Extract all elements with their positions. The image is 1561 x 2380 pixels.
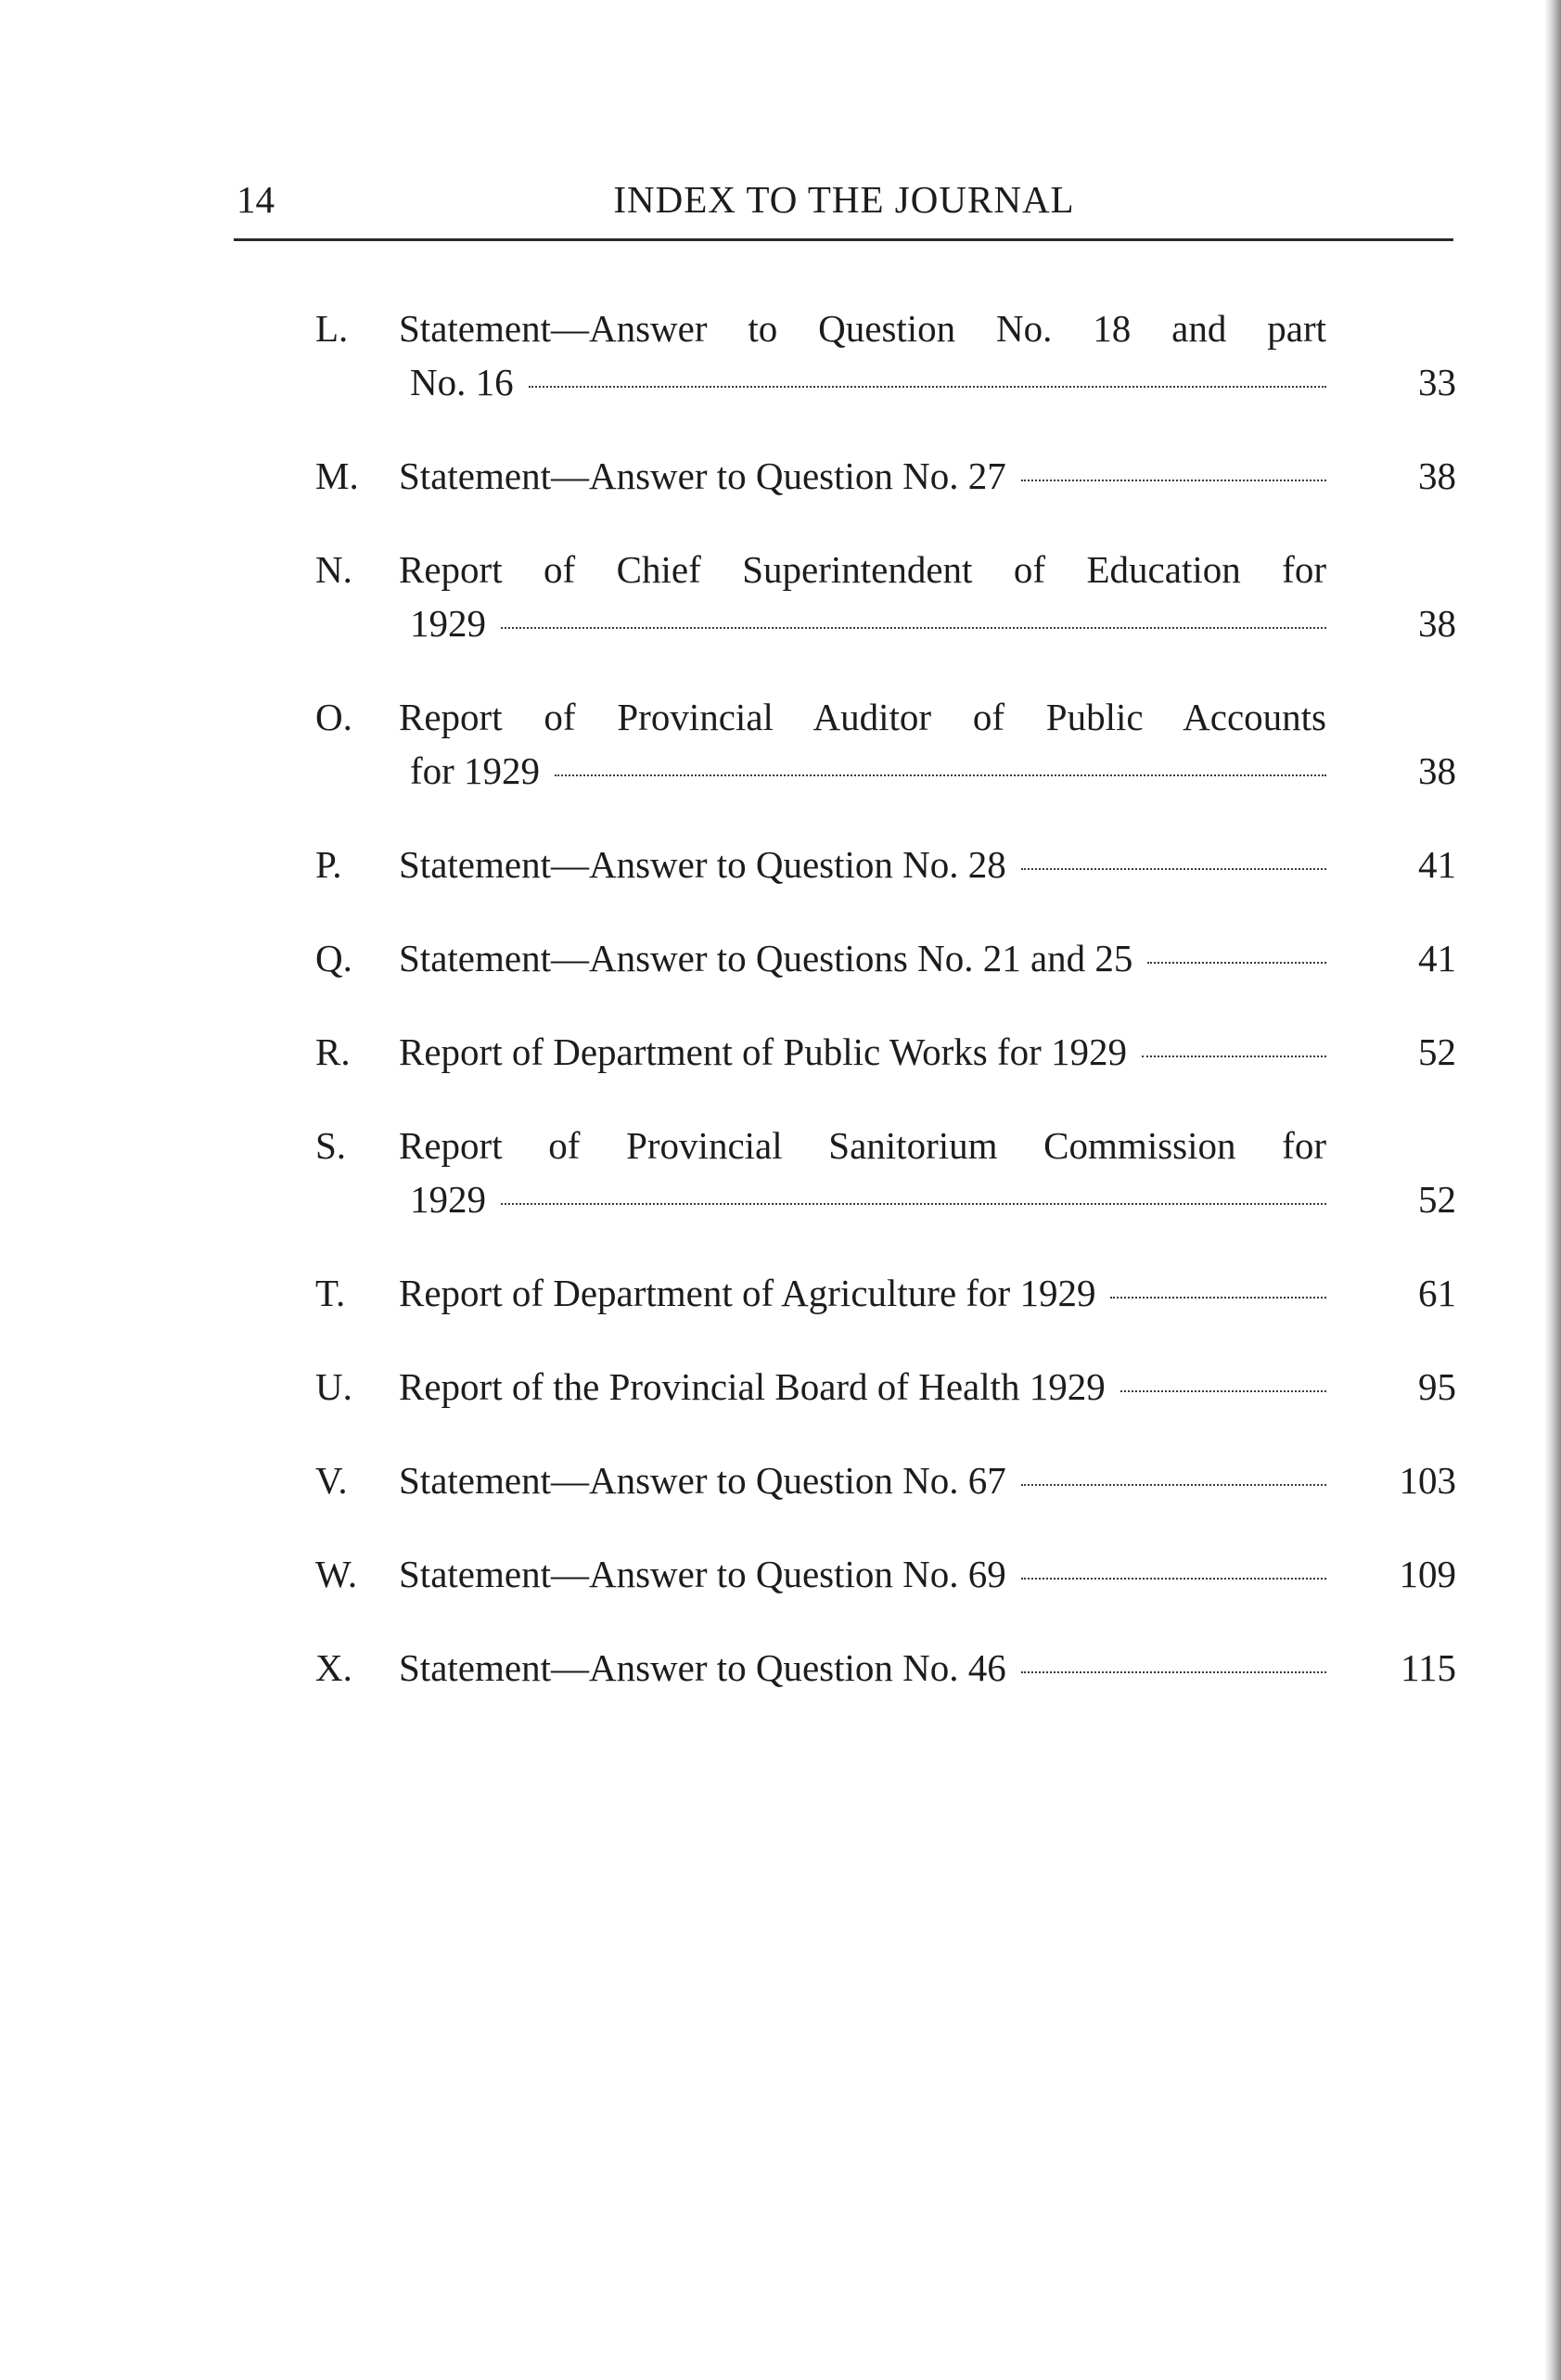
entry-letter: X. — [315, 1646, 352, 1689]
entry-page-ref: 41 — [1418, 843, 1456, 886]
entry-letter: V. — [315, 1459, 348, 1502]
entry-text — [399, 301, 1326, 409]
page-header — [237, 176, 1452, 223]
entry-line-text: Report of Department of Agriculture for 1929 — [399, 1272, 1096, 1314]
entry-text — [399, 690, 1326, 798]
entry-line-last — [399, 744, 1326, 798]
entry-text — [399, 449, 1326, 503]
index-entry-t — [315, 1266, 1456, 1320]
entry-line-text: Statement—Answer to Question No. 28 — [399, 843, 1006, 886]
index-entry-m — [315, 449, 1456, 503]
dot-leader — [555, 774, 1326, 776]
entry-letter: P. — [315, 843, 342, 886]
dot-leader — [1021, 480, 1326, 481]
entry-line-last — [399, 838, 1326, 891]
entry-line-text: 1929 — [410, 602, 486, 645]
page-number: 14 — [237, 178, 275, 221]
entry-letter: R. — [315, 1030, 351, 1073]
entry-page-ref: 38 — [1418, 749, 1456, 792]
index-entry-w — [315, 1547, 1456, 1601]
dot-leader — [1021, 1671, 1326, 1673]
entry-line-text: 1929 — [410, 1178, 486, 1221]
dot-leader — [1120, 1390, 1326, 1392]
entry-line-last — [399, 931, 1326, 985]
entry-line-last — [399, 1453, 1326, 1507]
entry-line-text: Statement—Answer to Question No. 46 — [399, 1646, 1006, 1689]
entry-line-last — [399, 449, 1326, 503]
dot-leader — [1021, 868, 1326, 870]
index-entry-o — [315, 690, 1456, 798]
index-entry-r — [315, 1025, 1456, 1079]
index-entry-s — [315, 1119, 1456, 1226]
dot-leader — [1021, 1578, 1326, 1580]
index-entry-l — [315, 301, 1456, 409]
index-entry-n — [315, 543, 1456, 650]
dot-leader — [501, 1203, 1326, 1205]
entry-page-ref: 41 — [1418, 937, 1456, 979]
entry-line: Report of Provincial Auditor of Public Accounts — [399, 696, 1326, 738]
index-entry-u — [315, 1360, 1456, 1414]
entry-line-last — [399, 1547, 1326, 1601]
running-title: INDEX TO THE JOURNAL — [613, 178, 1075, 221]
entry-text — [399, 1025, 1326, 1079]
entry-page-ref: 52 — [1418, 1178, 1456, 1221]
entry-page-ref: 109 — [1399, 1553, 1456, 1595]
entry-line-last — [399, 355, 1326, 409]
entry-text — [399, 931, 1326, 985]
entry-line-text: for 1929 — [410, 749, 541, 792]
entry-line: Statement—Answer to Question No. 18 and part — [399, 307, 1326, 350]
entry-line-last — [399, 596, 1326, 650]
entry-page-ref: 61 — [1418, 1272, 1456, 1314]
entry-letter: Q. — [315, 937, 352, 979]
entry-line-text: Statement—Answer to Questions No. 21 and 25 — [399, 937, 1133, 979]
entry-line-text: Report of Department of Public Works for 1929 — [399, 1030, 1128, 1073]
dot-leader — [1142, 1056, 1326, 1057]
entry-line-text: No. 16 — [410, 361, 514, 403]
entry-line-last — [399, 1172, 1326, 1226]
entry-line-text: Statement—Answer to Question No. 67 — [399, 1459, 1006, 1502]
entry-letter: U. — [315, 1365, 352, 1408]
entry-letter: O. — [315, 696, 352, 738]
index-entry-p — [315, 838, 1456, 891]
index-entry-x — [315, 1641, 1456, 1695]
entry-letter: L. — [315, 307, 349, 350]
dot-leader — [1110, 1297, 1326, 1299]
entry-line-last — [399, 1025, 1326, 1079]
entry-line-last — [399, 1360, 1326, 1414]
entry-text — [399, 543, 1326, 650]
entry-page-ref: 95 — [1418, 1365, 1456, 1408]
dot-leader — [529, 386, 1326, 388]
entry-line-text: Statement—Answer to Question No. 27 — [399, 454, 1006, 497]
index-entry-v — [315, 1453, 1456, 1507]
entry-line-text: Statement—Answer to Question No. 69 — [399, 1553, 1006, 1595]
entry-text — [399, 838, 1326, 891]
entry-letter: M. — [315, 454, 359, 497]
page-edge-shadow — [1544, 0, 1561, 2380]
header-rule — [234, 238, 1453, 241]
entry-page-ref: 33 — [1418, 361, 1456, 403]
entry-text — [399, 1547, 1326, 1601]
entry-line-last — [399, 1266, 1326, 1320]
entry-line-text: Report of the Provincial Board of Health 1929 — [399, 1365, 1106, 1408]
entry-page-ref: 38 — [1418, 454, 1456, 497]
entry-text — [399, 1360, 1326, 1414]
entry-line: Report of Chief Superintendent of Education for — [399, 548, 1326, 591]
entry-text — [399, 1641, 1326, 1695]
entry-line: Report of Provincial Sanitorium Commission for — [399, 1124, 1326, 1167]
entry-page-ref: 103 — [1399, 1459, 1456, 1502]
entry-letter: N. — [315, 548, 352, 591]
dot-leader — [1147, 962, 1326, 964]
index-list — [315, 301, 1456, 1734]
entry-page-ref: 115 — [1401, 1646, 1456, 1689]
entry-letter: T. — [315, 1272, 346, 1314]
dot-leader — [501, 627, 1326, 629]
entry-letter: S. — [315, 1124, 347, 1167]
entry-page-ref: 38 — [1418, 602, 1456, 645]
entry-text — [399, 1453, 1326, 1507]
entry-text — [399, 1266, 1326, 1320]
entry-letter: W. — [315, 1553, 358, 1595]
entry-text — [399, 1119, 1326, 1226]
entry-line-last — [399, 1641, 1326, 1695]
index-entry-q — [315, 931, 1456, 985]
dot-leader — [1021, 1484, 1326, 1486]
entry-page-ref: 52 — [1418, 1030, 1456, 1073]
